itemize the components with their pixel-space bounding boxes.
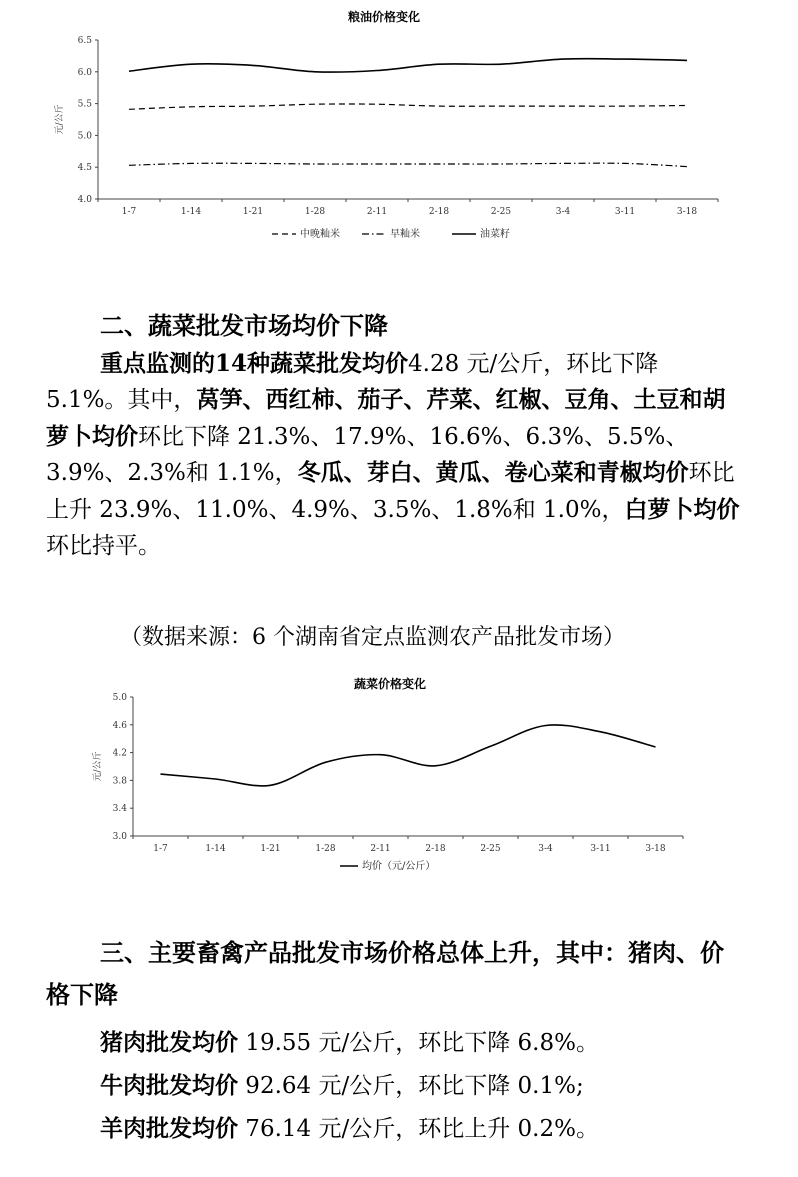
chart-series [129,59,687,167]
y-tick-label: 5.0 [77,131,92,142]
series-line [129,59,687,72]
x-tick-label: 3-18 [676,207,698,217]
chart-axes [91,693,683,854]
text: 环比上升 23.9%、11.0%、4.9%、3.5%、1.8%和 1.0%， [46,460,735,523]
pork-price-line [100,1024,599,1057]
y-tick-label: 4.0 [77,195,92,205]
y-axis-label: 元/公斤 [55,104,65,135]
vegetable-price-chart [0,668,798,883]
beef-value: 92.64 元/公斤，环比下降 0.1%; [238,1073,584,1099]
x-tick-label: 2-11 [370,844,391,854]
x-tick-label: 2-18 [428,207,450,217]
x-tick-label: 3-18 [645,844,666,854]
text-bold: 种蔬菜批发均价 [247,351,409,377]
series-line [129,163,687,166]
series-line [129,104,687,109]
chart-series [161,725,656,786]
y-axis-label: 元/公斤 [93,751,103,782]
text-bold: 14 [215,350,248,377]
beef-price-line [100,1067,584,1100]
x-tick-label: 1-28 [315,844,336,854]
y-tick-label: 3.0 [112,832,127,842]
legend-label: 均价（元/公斤） [362,861,436,872]
x-tick-label: 1-21 [260,844,281,854]
section-heading-text: 三、主要畜禽产品批发市场价格总体上升，其中：猪肉、价格下降 [46,939,724,1009]
y-tick-label: 6.0 [77,67,92,78]
x-tick-label: 2-18 [425,844,446,854]
x-tick-label: 3-4 [555,207,571,217]
text-bold: 莴笋、西红柿、茄子、芹菜、红椒、豆角、土豆和胡萝卜均价 [46,387,726,450]
chart-title: 蔬菜价格变化 [353,677,427,691]
pork-value: 19.55 元/公斤，环比下降 6.8%。 [238,1030,599,1056]
x-tick-label: 1-14 [205,844,226,854]
text-bold: 冬瓜、芽白、黄瓜、卷心菜和青椒均价 [297,460,689,487]
chart-title: 粮油价格变化 [347,10,421,24]
x-tick-label: 2-25 [480,844,501,854]
beef-label: 牛肉批发均价 [100,1073,238,1099]
chart-axes [53,36,718,217]
legend-label: 早籼米 [390,229,420,240]
text: 环比下降 21.3%、17.9%、16.6%、6.3%、5.5%、3.9%、2.3%和 1.1%， [46,423,689,487]
x-tick-label: 2-11 [366,207,388,217]
vegetable-paragraph [46,346,746,564]
y-tick-label: 4.2 [112,748,127,759]
legend-label: 中晚籼米 [300,229,340,240]
chart-legend [272,227,510,240]
x-tick-label: 2-25 [490,207,512,217]
y-tick-label: 5.5 [77,99,92,110]
x-tick-label: 3-4 [538,844,553,854]
text: 4.28 元/公斤，环比下降 5.1%。其中， [46,351,659,414]
chart-legend [340,859,435,872]
data-source-note: （数据来源：6 个湖南省定点监测农产品批发市场） [120,625,625,650]
text-bold: 重点监测的 [100,351,215,377]
x-tick-label: 1-7 [153,844,168,854]
mutton-label: 羊肉批发均价 [100,1116,238,1142]
pork-label: 猪肉批发均价 [100,1030,238,1056]
y-tick-label: 3.4 [112,804,127,815]
text: 环比持平。 [46,533,161,560]
x-tick-label: 1-28 [304,207,326,217]
y-tick-label: 4.5 [77,163,92,174]
y-tick-label: 5.0 [112,693,127,703]
section-heading-vegetables: 二、蔬菜批发市场均价下降 [100,312,388,340]
legend-label: 油菜籽 [480,229,510,240]
x-tick-label: 3-11 [614,207,636,217]
y-tick-label: 3.8 [112,776,127,787]
y-tick-label: 6.5 [77,36,92,46]
mutton-value: 76.14 元/公斤，环比上升 0.2%。 [238,1116,599,1142]
series-line [161,725,656,786]
section-heading-livestock [46,932,746,1016]
x-tick-label: 1-21 [242,207,264,217]
y-tick-label: 4.6 [112,720,127,731]
grain-oil-price-chart [0,0,798,250]
x-tick-label: 1-7 [121,207,137,217]
x-tick-label: 1-14 [180,207,202,217]
x-tick-label: 3-11 [590,844,611,854]
mutton-price-line [100,1110,599,1143]
text-bold: 白萝卜均价 [624,496,740,523]
